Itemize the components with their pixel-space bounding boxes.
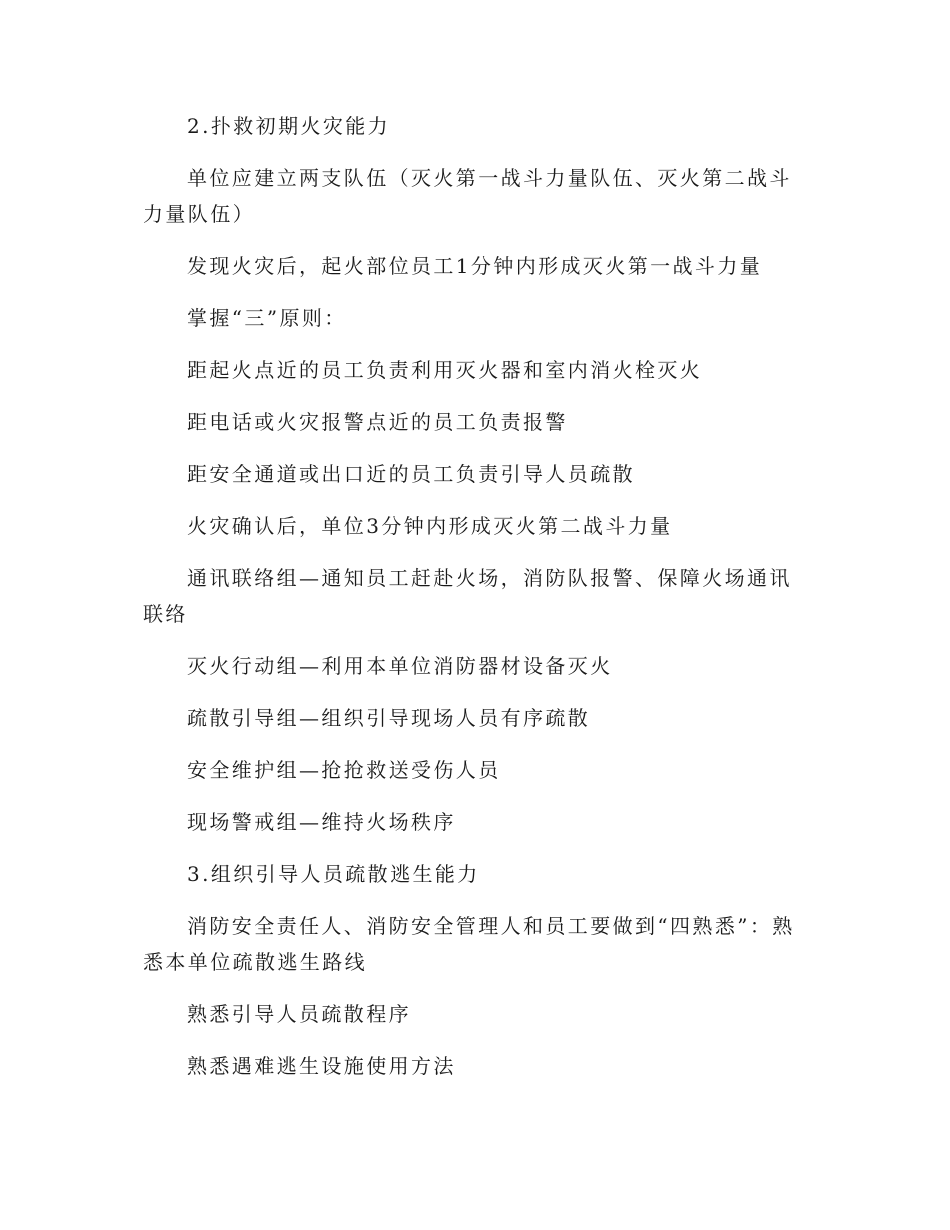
section-heading-evacuation: 3.组织引导人员疏散逃生能力: [187, 862, 480, 886]
paragraph-evacuation-group: 疏散引导组—组织引导现场人员有序疏散: [187, 706, 591, 730]
paragraph-evacuate: 距安全通道或出口近的员工负责引导人员疏散: [187, 462, 635, 486]
paragraph-two-teams: 单位应建立两支队伍（灭火第一战斗力量队伍、灭火第二战斗力量队伍）: [143, 166, 792, 226]
paragraph-facilities: 熟悉遇难逃生设施使用方法: [187, 1054, 456, 1078]
paragraph-action-group: 灭火行动组—利用本单位消防器材设备灭火: [187, 654, 613, 678]
paragraph-extinguish: 距起火点近的员工负责利用灭火器和室内消火栓灭火: [187, 358, 703, 382]
paragraph-procedure: 熟悉引导人员疏散程序: [187, 1002, 411, 1026]
paragraph-report: 距电话或火灾报警点近的员工负责报警: [187, 410, 568, 434]
section-heading-firefighting: 2.扑救初期火灾能力: [187, 114, 391, 138]
paragraph-safety-group: 安全维护组—抢抢救送受伤人员: [187, 758, 501, 782]
paragraph-communication-group: 通讯联络组—通知员工赶赴火场，消防队报警、保障火场通讯联络: [143, 566, 792, 626]
paragraph-second-force: 火灾确认后，单位3分钟内形成灭火第二战斗力量: [187, 514, 673, 538]
paragraph-four-familiar: 消防安全责任人、消防安全管理人和员工要做到“四熟悉”：熟悉本单位疏散逃生路线: [143, 914, 795, 974]
document-page: [143, 108, 808, 1100]
paragraph-cordon-group: 现场警戒组—维持火场秩序: [187, 810, 456, 834]
paragraph-three-principles: 掌握“三”原则：: [187, 306, 347, 330]
paragraph-first-force: 发现火灾后，起火部位员工1分钟内形成灭火第一战斗力量: [187, 254, 763, 278]
